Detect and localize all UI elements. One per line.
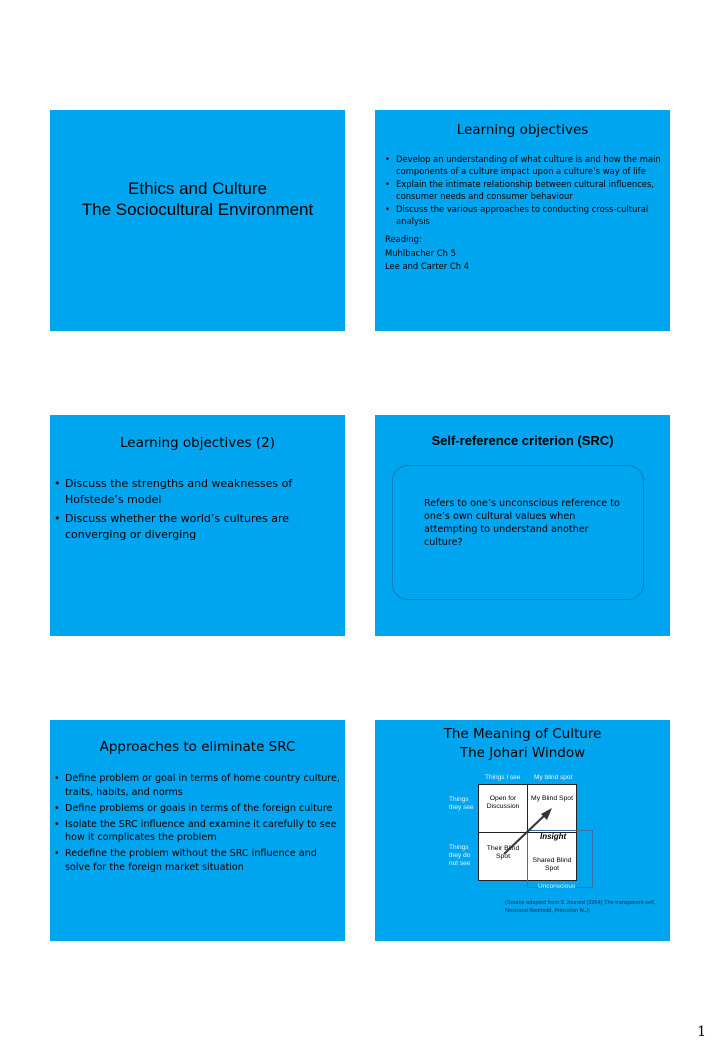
col-header-things-i-see: Things I see (485, 774, 521, 781)
row-header-things-they-do-not-see: Things they do not see (449, 844, 471, 867)
col-header-my-blind-spot: My blind spot (534, 774, 573, 781)
slide4-title: Self-reference criterion (SRC) (431, 433, 614, 448)
slide-learning-objectives-2 (50, 415, 345, 636)
reading-label: Reading: (385, 234, 422, 244)
slide6-title-line1: The Meaning of Culture (443, 726, 602, 742)
insight-label: Insight (540, 832, 567, 841)
cell-shared-blind-spot: Shared Blind Spot (527, 832, 577, 881)
list-item: • Define problem or goal in terms of home country culture, traits, habits, and norms (54, 772, 340, 799)
slide3-bullet-list (54, 476, 324, 546)
cell-my-blind-spot: My Blind Spot (527, 784, 577, 833)
cell-open-for-discussion: Open for Discussion (478, 784, 528, 833)
list-item: • Discuss the various approaches to conducting cross-cultural analysis (385, 204, 661, 227)
list-item: • Redefine the problem without the SRC influence and solve for the foreign market situation (54, 847, 340, 874)
slide1-title-line2: The Sociocultural Environment (81, 200, 314, 219)
list-item: • Discuss whether the world’s cultures are converging or diverging (54, 511, 324, 543)
slide5-title: Approaches to eliminate SRC (99, 739, 296, 755)
list-item: • Discuss the strengths and weaknesses of Hofstede’s model (54, 476, 324, 508)
slide-approaches-eliminate-src (50, 720, 345, 941)
slide2-title: Learning objectives (456, 122, 589, 138)
slide3-title: Learning objectives (2) (120, 435, 275, 451)
list-item: • Define problems or goals in terms of the foreign culture (54, 802, 340, 816)
slide-title-ethics (50, 110, 345, 331)
src-definition: Refers to one’s unconscious reference to one’s own cultural values when attempting to understand another culture? (424, 498, 620, 548)
list-item: • Explain the intimate relationship between cultural influences, consumer needs and consumer behaviour (385, 179, 661, 202)
source-citation: (Source adapted from S Jourard (1964) The transparent self, Nostrand Reinhold, Princeton N.J) (505, 900, 656, 914)
reading-list (385, 233, 469, 274)
slide2-bullet-list (385, 154, 661, 229)
cell-their-blind-spot: Their Blind Spot (478, 832, 528, 881)
unconscious-label: Unconscious (538, 883, 576, 890)
slide6-title-line2: The Johari Window (459, 745, 586, 761)
reading-item: Lee and Carter Ch 4 (385, 261, 470, 271)
slide-self-reference-criterion (375, 415, 670, 636)
slide-johari-window (375, 720, 670, 941)
slide1-title-line1: Ethics and Culture (128, 179, 267, 198)
row-header-things-they-see: Things they see (449, 796, 474, 811)
slide-learning-objectives (375, 110, 670, 331)
list-item: • Develop an understanding of what culture is and how the main components of a culture impact upon a culture’s way of life (385, 154, 661, 177)
page-number: 1 (697, 1024, 706, 1040)
definition-box (392, 465, 644, 600)
slide5-bullet-list (54, 772, 340, 877)
list-item: • Isolate the SRC influence and examine it carefully to see how it complicates the problem (54, 818, 340, 845)
reading-item: Muhlbacher Ch 5 (385, 247, 456, 258)
insight-arrow-icon (500, 804, 560, 858)
